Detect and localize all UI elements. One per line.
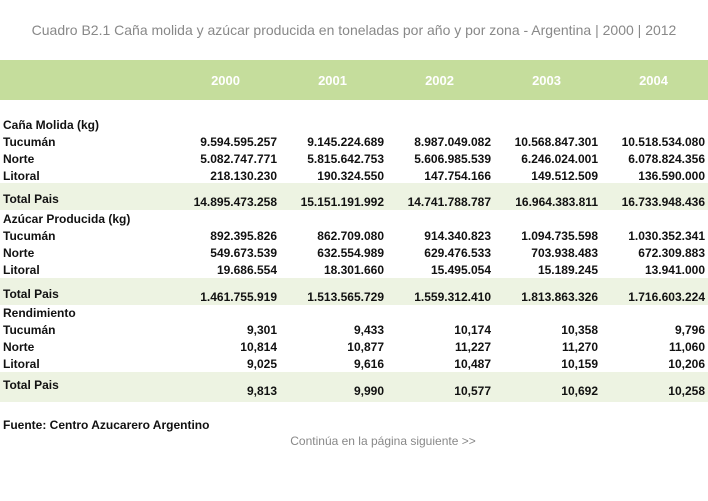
section-heading: Azúcar Producida (kg)	[3, 212, 131, 226]
total-row-cell: 1.813.863.326	[521, 290, 598, 304]
total-row-cell: 14.895.473.258	[193, 195, 277, 209]
table-cell: 9,301	[246, 323, 277, 337]
table-cell: 5.815.642.753	[307, 152, 384, 166]
table-title: Cuadro B2.1 Caña molida y azúcar producida en toneladas por año y por zona - Argentina | 2000 | 2012	[31, 22, 677, 38]
total-row-cell: 10,577	[454, 384, 491, 398]
table-cell: 8.987.049.082	[414, 135, 491, 149]
row-label: Litoral	[3, 263, 40, 277]
table-cell: 18.301.660	[323, 263, 384, 277]
row-label: Tucumán	[3, 229, 56, 243]
table-cell: 190.324.550	[317, 169, 384, 183]
table-cell: 6.078.824.356	[628, 152, 705, 166]
table-cell: 19.686.554	[216, 263, 277, 277]
total-row-cell: 9,990	[353, 384, 384, 398]
table-cell: 672.309.883	[638, 246, 705, 260]
row-label: Litoral	[3, 169, 40, 183]
table-cell: 10.568.847.301	[514, 135, 598, 149]
table-cell: 10,174	[454, 323, 491, 337]
table-cell: 1.094.735.598	[521, 229, 598, 243]
table-cell: 15.189.245	[537, 263, 598, 277]
table-cell: 10,159	[561, 357, 598, 371]
table-cell: 9.145.224.689	[307, 135, 384, 149]
table-cell: 11,060	[668, 340, 705, 354]
total-row-cell: 16.964.383.811	[515, 195, 598, 209]
total-row-cell: 9,813	[246, 384, 277, 398]
table-cell: 15.495.054	[430, 263, 491, 277]
table-cell: 10,358	[561, 323, 598, 337]
column-header-2004: 2004	[639, 73, 668, 88]
table-cell: 892.395.826	[210, 229, 277, 243]
table-cell: 10,206	[668, 357, 705, 371]
table-cell: 1.030.352.341	[628, 229, 705, 243]
table-cell: 5.082.747.771	[200, 152, 277, 166]
table-cell: 5.606.985.539	[414, 152, 491, 166]
table-cell: 629.476.533	[424, 246, 491, 260]
table-cell: 136.590.000	[638, 169, 705, 183]
column-header-2000: 2000	[211, 73, 240, 88]
total-row-cell: 1.461.755.919	[200, 290, 277, 304]
row-label: Tucumán	[3, 323, 56, 337]
total-row-cell: 16.733.948.436	[621, 195, 705, 209]
table-cell: 10.518.534.080	[621, 135, 705, 149]
total-row-label: Total Pais	[3, 192, 59, 206]
row-label: Tucumán	[3, 135, 56, 149]
table-cell: 147.754.166	[424, 169, 491, 183]
table-cell: 914.340.823	[424, 229, 491, 243]
table-cell: 13.941.000	[644, 263, 705, 277]
table-cell: 9,796	[674, 323, 705, 337]
total-row-label: Total Pais	[3, 378, 59, 392]
column-header-2003: 2003	[532, 73, 561, 88]
table-cell: 862.709.080	[317, 229, 384, 243]
column-header-2002: 2002	[425, 73, 454, 88]
table-cell: 9.594.595.257	[200, 135, 277, 149]
total-row-cell: 14.741.788.787	[407, 195, 491, 209]
table-cell: 11,270	[561, 340, 598, 354]
total-row-cell: 1.716.603.224	[628, 290, 705, 304]
row-label: Norte	[3, 152, 35, 166]
table-cell: 149.512.509	[531, 169, 598, 183]
table-cell: 549.673.539	[210, 246, 277, 260]
table-cell: 703.938.483	[531, 246, 598, 260]
table-cell: 6.246.024.001	[521, 152, 598, 166]
table-cell: 218.130.230	[210, 169, 277, 183]
row-label: Norte	[3, 340, 35, 354]
continue-link[interactable]: Continúa en la página siguiente >>	[290, 434, 476, 448]
row-label: Litoral	[3, 357, 40, 371]
source-note: Fuente: Centro Azucarero Argentino	[3, 418, 210, 432]
table-cell: 9,616	[353, 357, 384, 371]
table-cell: 11,227	[454, 340, 491, 354]
table-cell: 10,877	[347, 340, 384, 354]
table-cell: 632.554.989	[317, 246, 384, 260]
row-label: Norte	[3, 246, 35, 260]
table-cell: 9,025	[246, 357, 277, 371]
table-cell: 10,814	[240, 340, 277, 354]
total-row-cell: 10,258	[668, 384, 705, 398]
table-cell: 9,433	[353, 323, 384, 337]
column-header-2001: 2001	[318, 73, 347, 88]
section-heading: Caña Molida (kg)	[3, 118, 100, 132]
total-row-label: Total Pais	[3, 287, 59, 301]
table-cell: 10,487	[454, 357, 491, 371]
total-row-cell: 15.151.191.992	[300, 195, 384, 209]
total-row-cell: 1.513.565.729	[307, 290, 384, 304]
total-row-cell: 10,692	[561, 384, 598, 398]
total-row-cell: 1.559.312.410	[414, 290, 491, 304]
section-heading: Rendimiento	[3, 306, 76, 320]
